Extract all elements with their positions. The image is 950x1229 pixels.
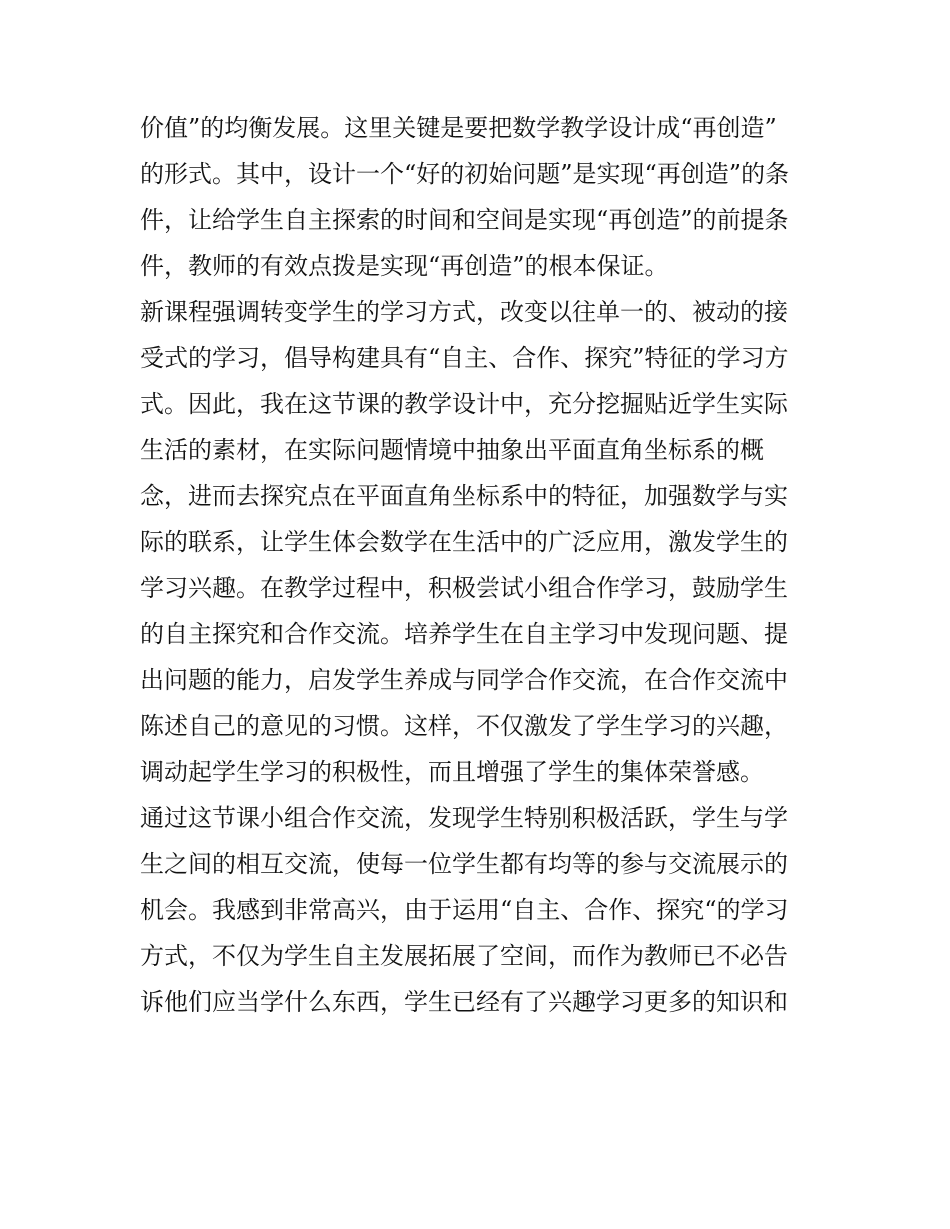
text-line: 式。因此，我在这节课的教学设计中，充分挖掘贴近学生实际 [140, 390, 788, 418]
text-line: 出问题的能力，启发学生养成与同学合作交流，在合作交流中 [140, 666, 788, 694]
text-line: 学习兴趣。在教学过程中，积极尝试小组合作学习，鼓励学生 [140, 574, 788, 602]
text-line: 件，让给学生自主探索的时间和空间是实现“再创造”的前提条 [140, 206, 789, 234]
text-line: 受式的学习，倡导构建具有“自主、合作、探究”特征的学习方 [140, 344, 789, 372]
body-text [140, 105, 820, 1025]
text-line: 际的联系，让学生体会数学在生活中的广泛应用，激发学生的 [140, 528, 788, 556]
text-line: 陈述自己的意见的习惯。这样，不仅激发了学生学习的兴趣， [140, 712, 788, 740]
text-line: 件，教师的有效点拨是实现“再创造”的根本保证。 [140, 252, 669, 280]
text-line: 价值”的均衡发展。这里关键是要把数学教学设计成“再创造” [140, 114, 777, 142]
text-line: 通过这节课小组合作交流，发现学生特别积极活跃，学生与学 [140, 804, 788, 832]
text-line: 的自主探究和合作交流。培养学生在自主学习中发现问题、提 [140, 620, 788, 648]
text-line: 机会。我感到非常高兴，由于运用“自主、合作、探究“的学习 [140, 896, 789, 924]
text-line: 的形式。其中，设计一个“好的初始问题”是实现“再创造”的条 [140, 160, 790, 188]
text-line: 诉他们应当学什么东西，学生已经有了兴趣学习更多的知识和 [140, 988, 788, 1016]
text-line: 调动起学生学习的积极性，而且增强了学生的集体荣誉感。 [140, 758, 764, 786]
text-line: 方式，不仅为学生自主发展拓展了空间，而作为教师已不必告 [140, 942, 788, 970]
text-line: 生之间的相互交流，使每一位学生都有均等的参与交流展示的 [140, 850, 788, 878]
text-line: 新课程强调转变学生的学习方式，改变以往单一的、被动的接 [140, 298, 788, 326]
text-line: 生活的素材，在实际问题情境中抽象出平面直角坐标系的概 [140, 436, 764, 464]
text-line: 念，进而去探究点在平面直角坐标系中的特征，加强数学与实 [140, 482, 788, 510]
